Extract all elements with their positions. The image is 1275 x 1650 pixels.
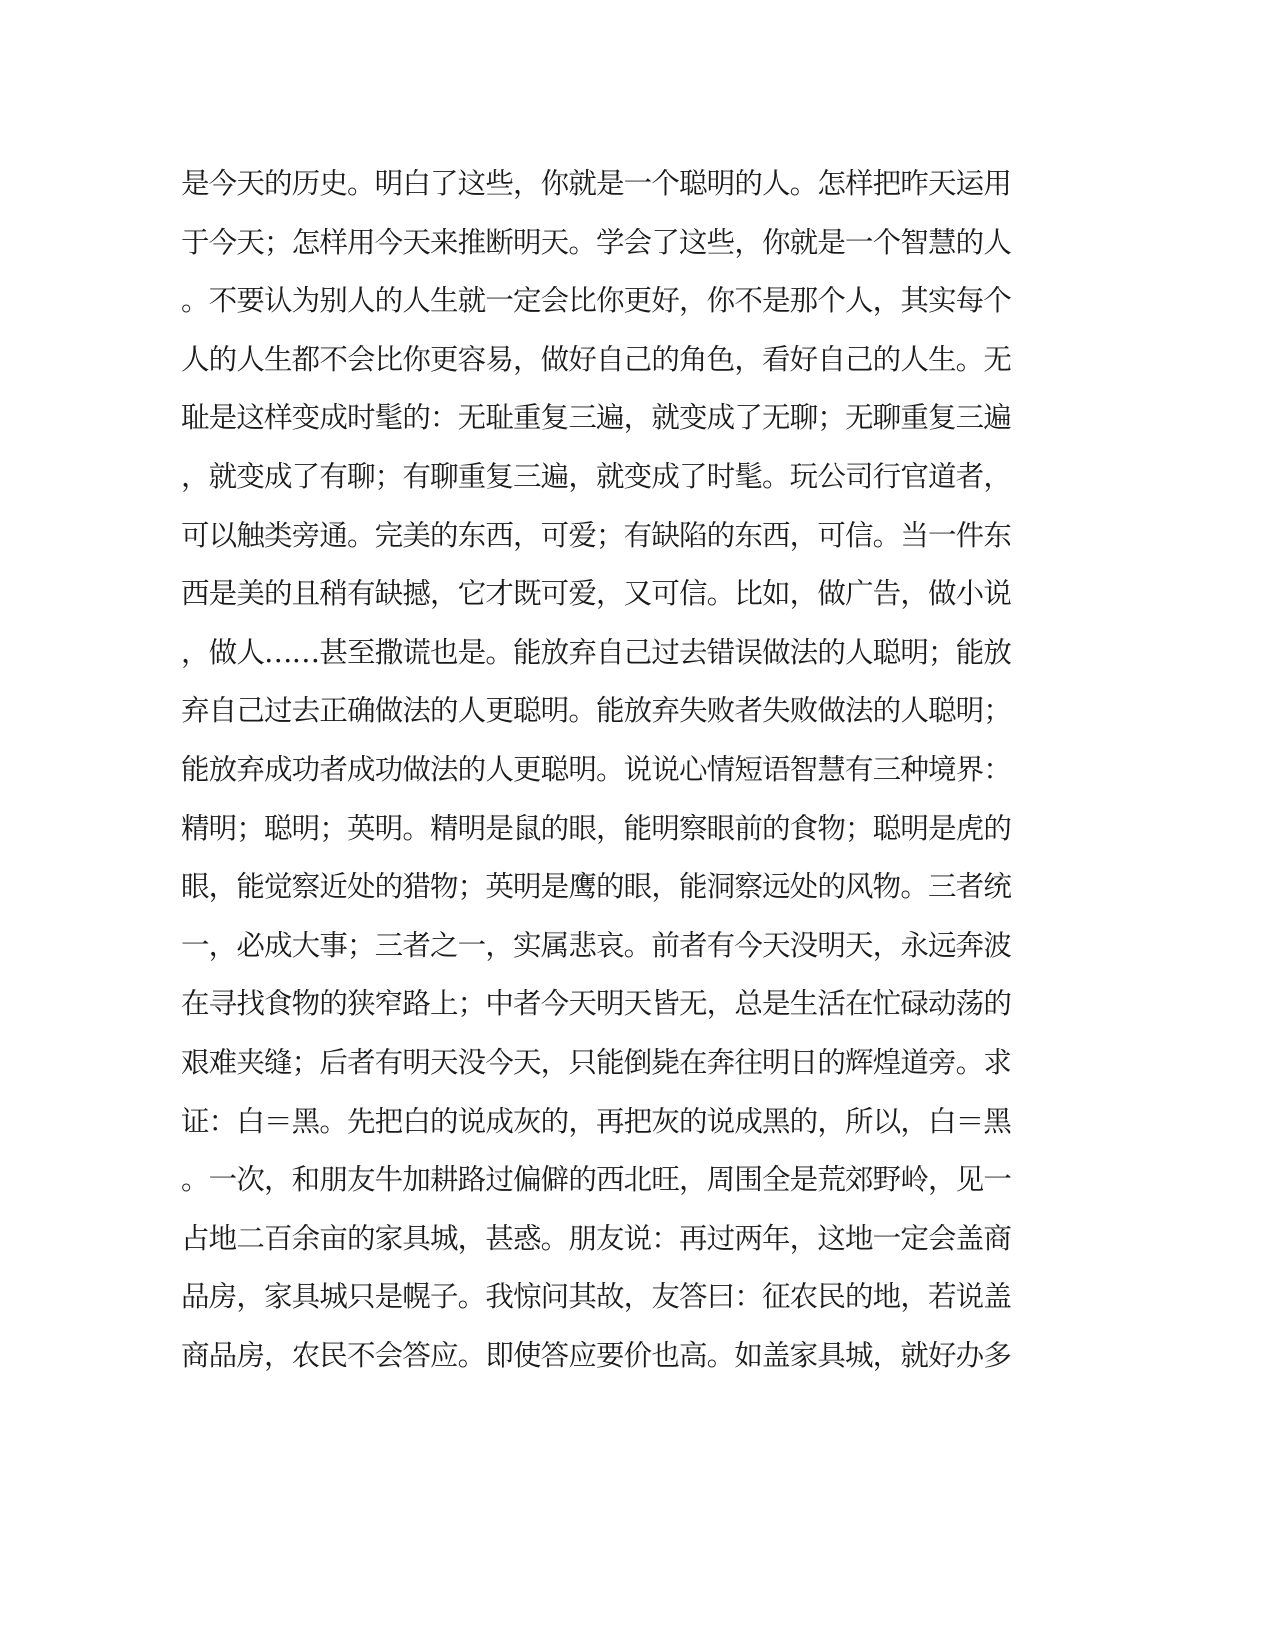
text-line: 。不要认为别人的人生就一定会比你更好，你不是那个人，其实每个 [181,284,1011,318]
text-line: 弃自己过去正确做法的人更聪明。能放弃失败者失败做法的人聪明； [181,694,1011,728]
text-line: 人的人生都不会比你更容易，做好自己的角色，看好自己的人生。无 [181,342,1011,376]
text-line: 于今天；怎样用今天来推断明天。学会了这些，你就是一个智慧的人 [181,225,1011,259]
text-line: 西是美的且稍有缺撼，它才既可爱，又可信。比如，做广告，做小说 [181,577,1011,611]
body-text [181,155,1011,1385]
text-line: 。一次，和朋友牛加耕路过偏僻的西北旺，周围全是荒郊野岭，见一 [181,1163,1011,1197]
text-line: 在寻找食物的狭窄路上；中者今天明天皆无，总是生活在忙碌动荡的 [181,987,1011,1021]
text-line: 能放弃成功者成功做法的人更聪明。说说心情短语智慧有三种境界： [181,752,1011,786]
text-line: 眼，能觉察近处的猎物；英明是鹰的眼，能洞察远处的风物。三者统 [181,870,1011,904]
text-line: 耻是这样变成时髦的：无耻重复三遍，就变成了无聊；无聊重复三遍 [181,401,1011,435]
text-line: ，做人……甚至撒谎也是。能放弃自己过去错误做法的人聪明；能放 [181,635,1011,669]
text-line: 品房，家具城只是幌子。我惊问其故，友答曰：征农民的地，若说盖 [181,1280,1011,1314]
text-line: 可以触类旁通。完美的东西，可爱；有缺陷的东西，可信。当一件东 [181,518,1011,552]
text-line: 一，必成大事；三者之一，实属悲哀。前者有今天没明天，永远奔波 [181,928,1011,962]
text-line: 证：白＝黑。先把白的说成灰的，再把灰的说成黑的，所以，白＝黑 [181,1104,1011,1138]
text-line: 是今天的历史。明白了这些，你就是一个聪明的人。怎样把昨天运用 [181,167,1011,200]
text-line: 艰难夹缝；后者有明天没今天，只能倒毙在奔往明日的辉煌道旁。求 [181,1045,1011,1079]
text-line: ，就变成了有聊；有聊重复三遍，就变成了时髦。玩公司行官道者， [181,459,1011,493]
text-line: 商品房，农民不会答应。即使答应要价也高。如盖家具城，就好办多 [181,1338,1011,1372]
text-line: 精明；聪明；英明。精明是鼠的眼，能明察眼前的食物；聪明是虎的 [181,811,1011,845]
text-line: 占地二百余亩的家具城，甚惑。朋友说：再过两年，这地一定会盖商 [181,1221,1011,1255]
